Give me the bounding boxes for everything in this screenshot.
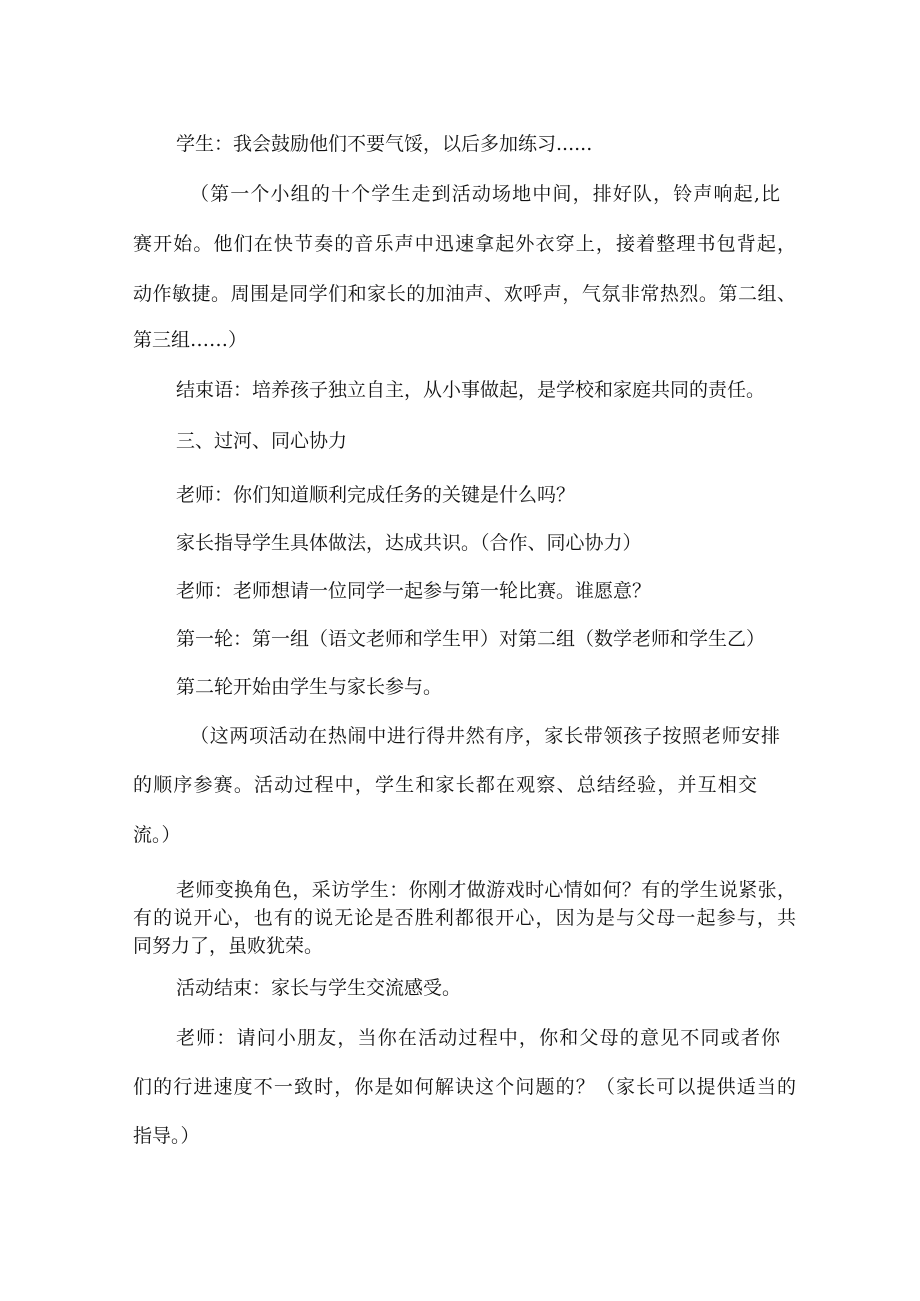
section-heading: 三、过河、同心协力 [176,430,348,452]
text-line: （第一个小组的十个学生走到活动场地中间，排好队，铃声响起,比 [190,183,780,205]
text-line: 老师：你们知道顺利完成任务的关键是什么吗？ [176,484,576,506]
text-line: 有的说开心，也有的说无论是否胜利都很开心，因为是与父母一起参与，共 [133,907,796,929]
text-line: 第三组……） [133,329,248,351]
text-line: 结束语：培养孩子独立自主，从小事做起，是学校和家庭共同的责任。 [176,379,766,401]
text-line: 老师：请问小朋友，当你在活动过程中，你和父母的意见不同或者你 [176,1027,780,1049]
text-line: 家长指导学生具体做法，达成共识。（合作、同心协力） [176,532,642,554]
text-line: 老师变换角色，采访学生：你刚才做游戏时心情如何？有的学生说紧张， [176,879,796,901]
text-line: 活动结束：家长与学生交流感受。 [176,977,462,999]
text-line: 动作敏捷。周围是同学们和家长的加油声、欢呼声，气氛非常热烈。第二组、 [133,283,796,305]
text-line: 老师：老师想请一位同学一起参与第一轮比赛。谁愿意？ [176,580,652,602]
text-line: 第二轮开始由学生与家长参与。 [176,676,443,698]
text-line: 们的行进速度不一致时，你是如何解诀这个问题的？（家长可以提供适当的 [133,1076,796,1098]
text-line: 流。） [133,824,181,846]
text-line: （这两项活动在热闹中进行得井然有序，家长带领孩子按照老师安排 [190,725,780,747]
text-line: 的顺序参赛。活动过程中，学生和家长都在观察、总结经验，并互相交 [133,774,757,796]
text-line: 学生：我会鼓励他们不要气馁，以后多加练习...... [176,133,593,155]
text-line: 第一轮：第一组（语文老师和学生甲）对第二组（数学老师和学生乙） [176,628,766,650]
text-line: 同努力了，虽败犹荣。 [133,935,324,957]
text-line: 赛开始。他们在快节奏的音乐声中迅速拿起外衣穿上，接着整理书包背起， [133,233,796,255]
text-line: 指导。） [133,1125,200,1147]
